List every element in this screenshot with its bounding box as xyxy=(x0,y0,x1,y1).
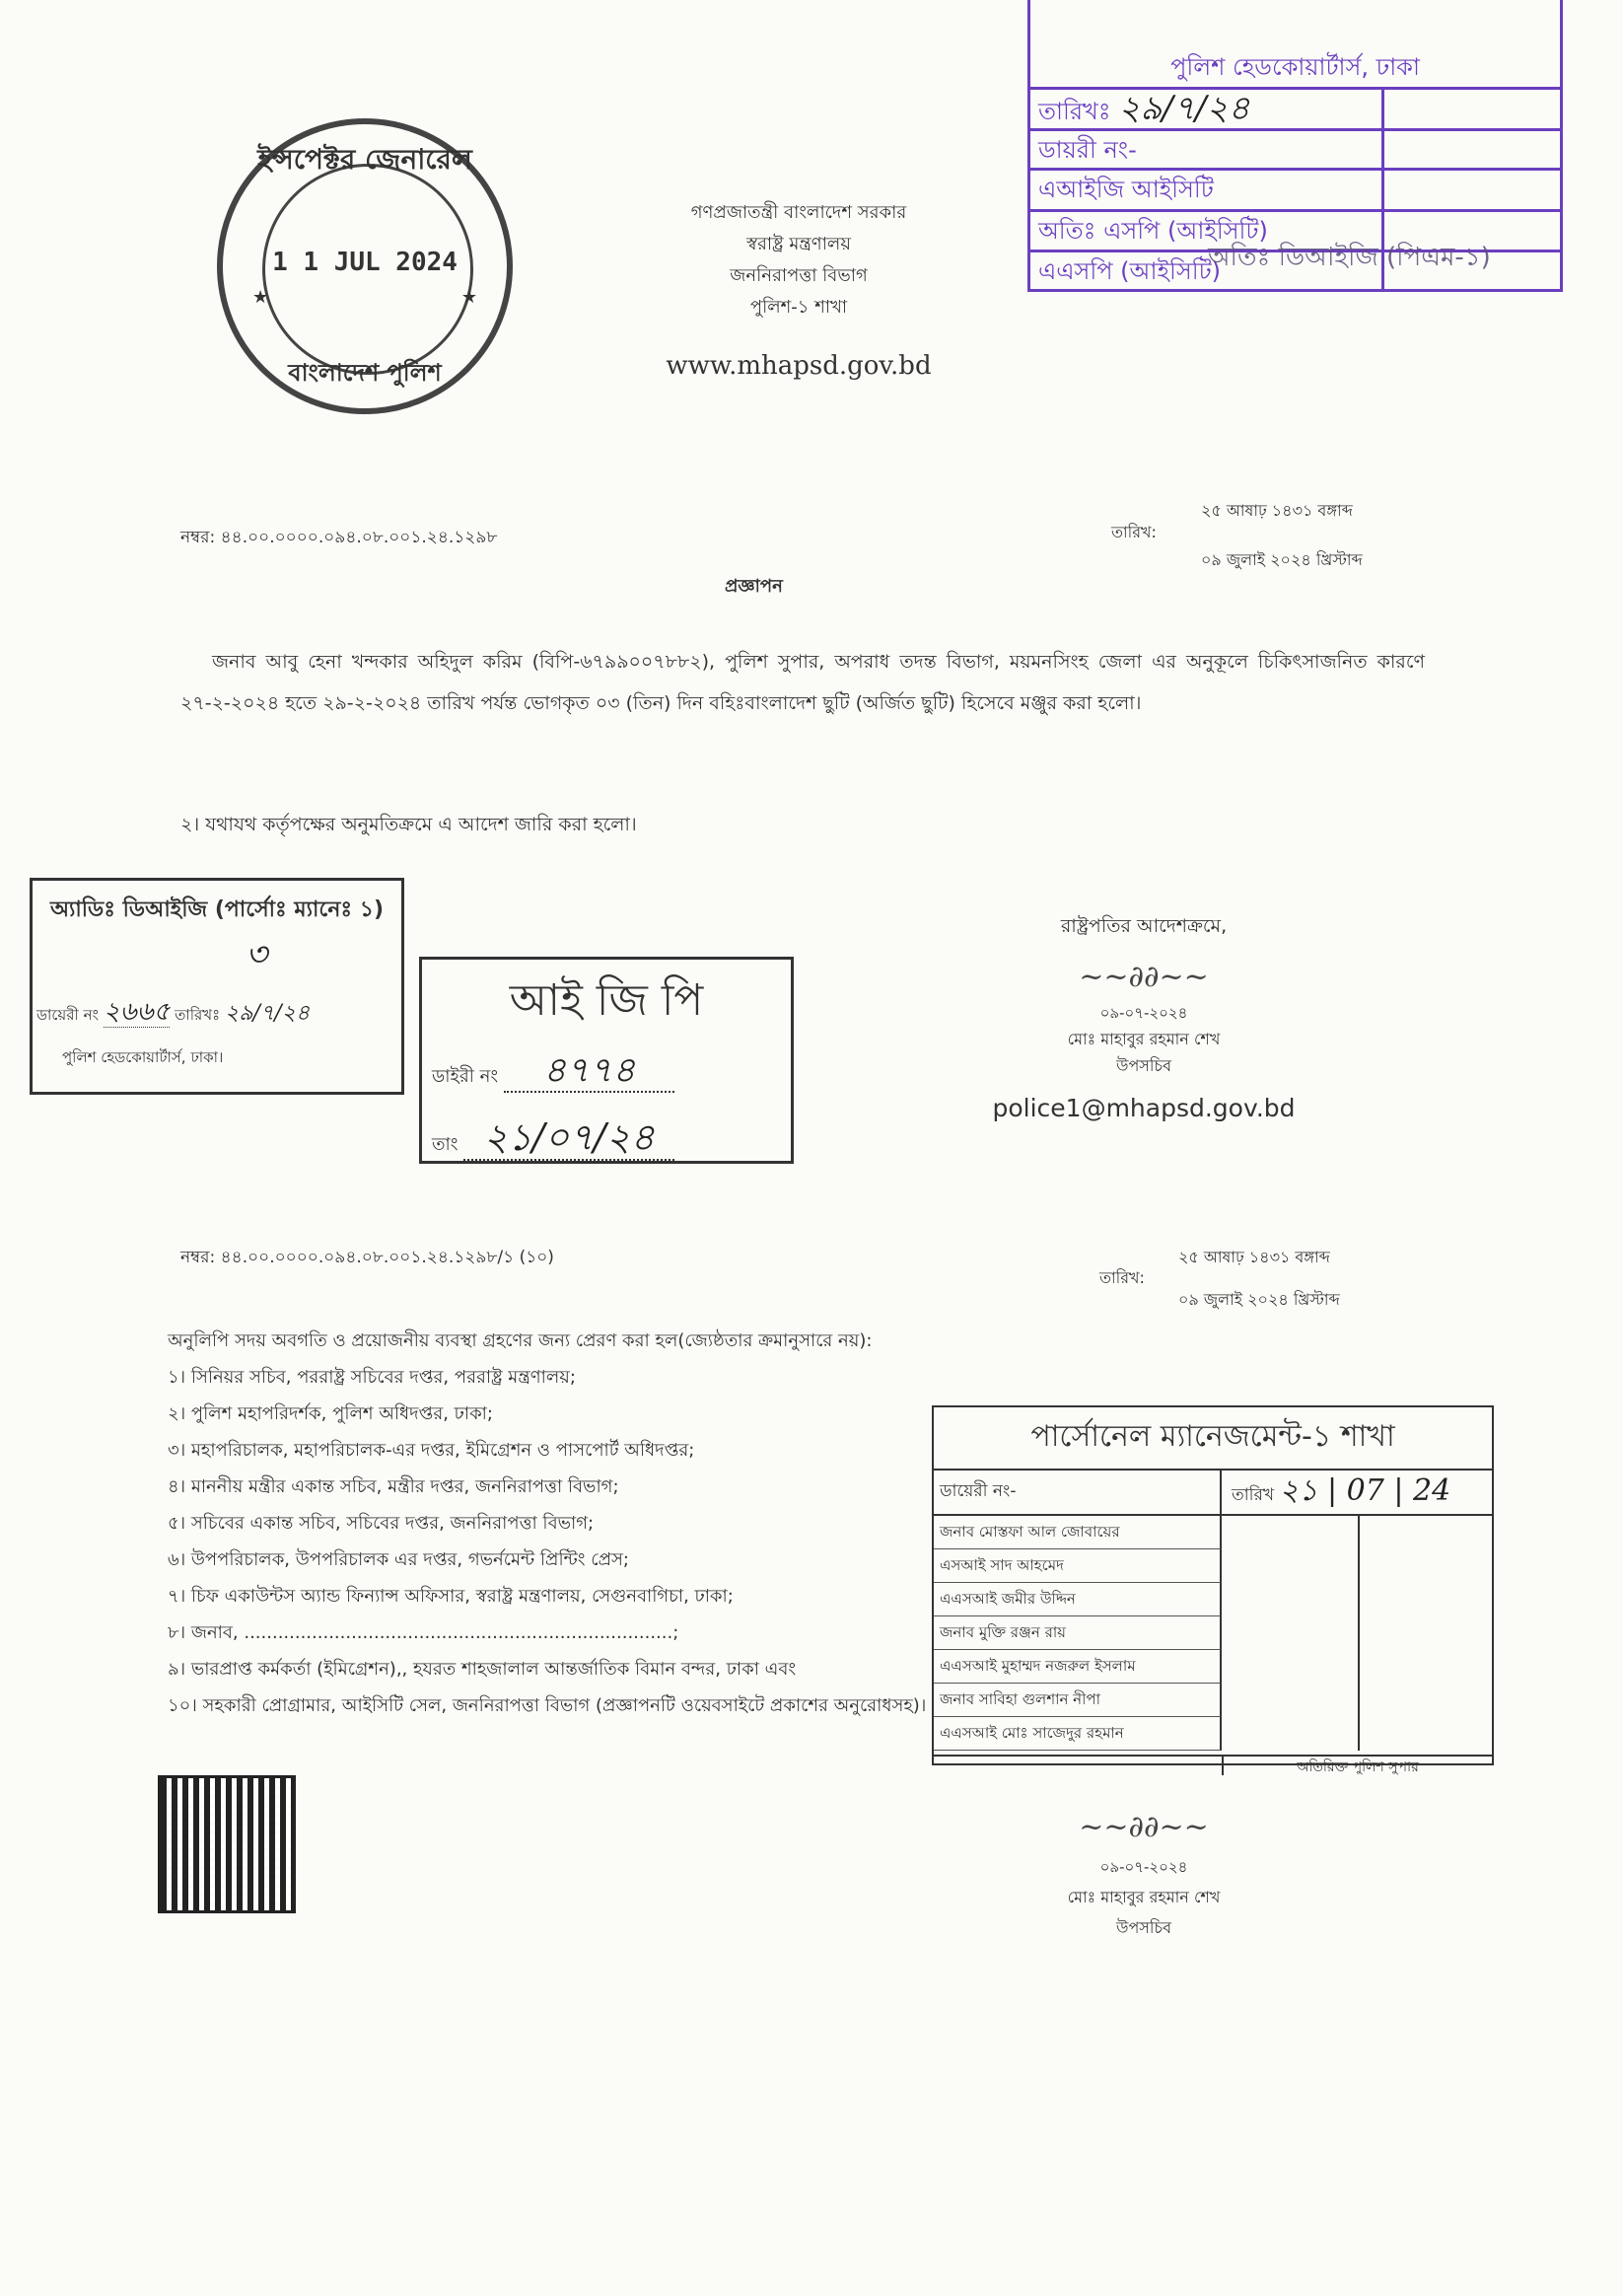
diary-label: ডায়েরী নং- xyxy=(934,1471,1222,1514)
signatory-designation: উপসচিব xyxy=(1115,1918,1171,1937)
body-paragraph: জনাব আবু হেনা খন্দকার অহিদুল করিম (বিপি-৬৭৯৯০০৭৮৮২), পুলিশ সুপার, অপরাধ তদন্ত বিভাগ, ময়মনসিংহ জেলা এর অনুকূলে চিকিৎসাজনিত কারণে ২৭-২-২০২৪ হতে ২৯-২-২০২৪ তারিখ পর্যন্ত ভোগকৃত ০৩ (তিন) দিন বহিঃবাংলাদেশ ছুটি (অর্জিত ছুটি) হিসেবে মঞ্জুর করা হলো। xyxy=(180,651,1425,714)
signature-date: ০৯-০৭-২০২৪ xyxy=(1099,1858,1188,1876)
copy-list-item: ৩। মহাপরিচালক, মহাপরিচালক-এর দপ্তর, ইমিগ্রেশন ও পাসপোর্ট অধিদপ্তর; xyxy=(168,1440,695,1461)
seal-bottom-text: বাংলাদেশ পুলিশ xyxy=(288,359,442,387)
officer-row: জনাব মুক্তি রঞ্জন রায় xyxy=(934,1616,1222,1650)
copy-list-item: ২। পুলিশ মহাপরিদর্শক, পুলিশ অধিদপ্তর, ঢাকা; xyxy=(168,1403,493,1424)
officer-row: জনাব সাবিহা গুলশান নীপা xyxy=(934,1684,1222,1717)
memo-number: নম্বর: ৪৪.০০.০০০০.০৯৪.০৮.০০১.২৪.১২৯৮ xyxy=(180,528,498,547)
copy-list-item: ৭। চিফ একাউন্টস অ্যান্ড ফিন্যান্স অফিসার, স্বরাষ্ট্র মন্ত্রণালয়, সেগুনবাগিচা, ঢাকা; xyxy=(168,1586,734,1607)
signatory-name: মোঃ মাহাবুর রহমান শেখ xyxy=(1067,1030,1221,1048)
copy-list-item: ৮। জনাব, ............................................................................; xyxy=(168,1622,679,1643)
copy-list-item: ৯। ভারপ্রাপ্ত কর্মকর্তা (ইমিগ্রেশন),, হযরত শাহজালাল আন্তর্জাতিক বিমান বন্দর, ঢাকা এবং xyxy=(168,1659,797,1680)
date-label: তারিখ: xyxy=(1111,523,1157,541)
body-paragraph-2: ২। যথাযথ কর্তৃপক্ষের অনুমতিক্রমে এ আদেশ জারি করা হলো। xyxy=(180,814,637,835)
stamp-title: অ্যাডিঃ ডিআইজি (পার্সোঃ ম্যানেঃ ১) xyxy=(49,897,385,922)
stamp-title: আই জি পি xyxy=(509,975,704,1026)
date-label: তারিখ: xyxy=(1099,1268,1145,1287)
date-bangla: ২৫ আষাঢ় ১৪৩১ বঙ্গাব্দ xyxy=(1201,501,1353,520)
officer-row: এএসআই মোঃ সাজেদুর রহমান xyxy=(934,1717,1222,1751)
signature-date: ০৯-০৭-২০২৪ xyxy=(1099,1004,1188,1022)
copy-list-item: ৪। মাননীয় মন্ত্রীর একান্ত সচিব, মন্ত্রীর দপ্তর, জননিরাপত্তা বিভাগ; xyxy=(168,1476,619,1497)
signatory-designation: উপসচিব xyxy=(1115,1056,1171,1075)
copy-list-item: ৫। সচিবের একান্ত সচিব, সচিবের দপ্তর, জননিরাপত্তা বিভাগ; xyxy=(168,1513,595,1534)
stamp-footer: অতিরিক্ত পুলিশ সুপার xyxy=(1297,1759,1419,1775)
date-label: তারিখঃ xyxy=(175,1006,221,1024)
copy-list xyxy=(168,1359,926,1724)
date-label: তাং xyxy=(432,1134,459,1155)
copy-intro: অনুলিপি সদয় অবগতি ও প্রয়োজনীয় ব্যবস্থা গ্রহণের জন্য প্রেরণ করা হল(জ্যেষ্ঠতার ক্রমানুসারে নয়): xyxy=(168,1330,873,1351)
document-title: প্রজ্ঞাপন xyxy=(725,576,783,597)
officer-row: এসআই সাদ আহমেদ xyxy=(934,1549,1222,1583)
officer-row: এএসআই মুহাম্মদ নজরুল ইসলাম xyxy=(934,1650,1222,1684)
stamp-row: এএসপি (আইসিটি) xyxy=(1030,250,1560,289)
header-line: পুলিশ-১ শাখা xyxy=(749,297,848,318)
seal-top-text: ইন্সপেক্টর জেনারেল xyxy=(257,143,472,176)
qr-code[interactable] xyxy=(158,1775,296,1913)
igp-stamp xyxy=(419,957,794,1164)
officer-row: এএসআই জমীর উদ্দিন xyxy=(934,1583,1222,1616)
police-hq-stamp xyxy=(1027,0,1563,292)
memo-number-2: নম্বর: ৪৪.০০.০০০০.০৯৪.০৮.০০১.২৪.১২৯৮/১ (১০) xyxy=(180,1248,554,1267)
handwritten-mark: ৩ xyxy=(245,935,268,974)
stamp-date: ২১ | 07 | 24 xyxy=(1279,1473,1451,1508)
personnel-management-stamp xyxy=(932,1405,1494,1775)
diary-label: ডায়েরী নং xyxy=(36,1006,99,1024)
signature-block-2 xyxy=(986,1810,1302,1942)
diary-number: ২৬৬৫ xyxy=(103,997,171,1027)
officer-row: জনাব মোস্তফা আল জোবায়ের xyxy=(934,1516,1222,1549)
stamp-row: এআইজি আইসিটি xyxy=(1030,168,1560,207)
copy-list-item: ৬। উপপরিচালক, উপপরিচালক এর দপ্তর, গভর্নমেন্ট প্রিন্টিং প্রেস; xyxy=(168,1549,629,1570)
date-english: ০৯ জুলাই ২০২৪ খ্রিস্টাব্দ xyxy=(1178,1290,1340,1309)
signature: ~~∂∂~~ xyxy=(1079,960,1209,994)
copy-list-item: ১। সিনিয়র সচিব, পররাষ্ট্র সচিবের দপ্তর, পররাষ্ট্র মন্ত্রণালয়; xyxy=(168,1367,576,1388)
website-link[interactable]: www.mhapsd.gov.bd xyxy=(666,351,932,381)
stamp-date: ২১/০৭/২৪ xyxy=(463,1115,674,1161)
igp-seal xyxy=(217,118,513,414)
signature: ~~∂∂~~ xyxy=(1079,1810,1209,1844)
signatory-name: মোঃ মাহাবুর রহমান শেখ xyxy=(1067,1888,1221,1906)
stamp-date: ২৯/৭/২৪ xyxy=(224,1001,311,1026)
addl-dig-stamp xyxy=(30,878,404,1095)
stamp-footer: পুলিশ হেডকোয়ার্টার্স, ঢাকা। xyxy=(62,1048,224,1066)
diary-label: ডাইরী নং xyxy=(432,1066,499,1087)
date-bangla: ২৫ আষাঢ় ১৪৩১ বঙ্গাব্দ xyxy=(1178,1248,1330,1266)
header-line: জননিরাপত্তা বিভাগ xyxy=(730,265,868,286)
star-icon: ★ xyxy=(460,287,477,308)
order-text: রাষ্ট্রপতির আদেশক্রমে, xyxy=(1060,915,1228,937)
star-icon: ★ xyxy=(252,287,269,308)
seal-date: 1 1 JUL 2024 xyxy=(272,248,458,277)
email-link[interactable]: police1@mhapsd.gov.bd xyxy=(992,1094,1296,1122)
letterhead xyxy=(592,197,1006,381)
copy-list-item: ১০। সহকারী প্রোগ্রামার, আইসিটি সেল, জননিরাপত্তা বিভাগ (প্রজ্ঞাপনটি ওয়েবসাইটে প্রকাশের অনুরোধসহ)। xyxy=(168,1695,927,1716)
stamp-row: তারিখঃ ২৯/৭/২৪ xyxy=(1030,87,1560,126)
header-line: স্বরাষ্ট্র মন্ত্রণালয় xyxy=(746,234,851,254)
overprint-stamp: অতিঃ ডিআইজি (পিএম-১) xyxy=(1208,243,1491,272)
stamp-row: ডায়রী নং- xyxy=(1030,128,1560,168)
header-line: গণপ্রজাতন্ত্রী বাংলাদেশ সরকার xyxy=(690,202,907,223)
stamp-title: পুলিশ হেডকোয়ার্টার্স, ঢাকা xyxy=(1170,53,1420,81)
date-english: ০৯ জুলাই ২০২৪ খ্রিস্টাব্দ xyxy=(1201,550,1363,569)
stamp-row: অতিঃ এসপি (আইসিটি) xyxy=(1030,209,1560,249)
stamp-title: পার্সোনেল ম্যানেজমেন্ট-১ শাখা xyxy=(934,1407,1492,1471)
handwritten-date: ২৯/৭/২৪ xyxy=(1118,89,1250,128)
diary-number: ৪৭৭৪ xyxy=(504,1050,675,1093)
signature-block xyxy=(966,912,1321,1122)
date-label: তারিখ xyxy=(1232,1485,1275,1505)
